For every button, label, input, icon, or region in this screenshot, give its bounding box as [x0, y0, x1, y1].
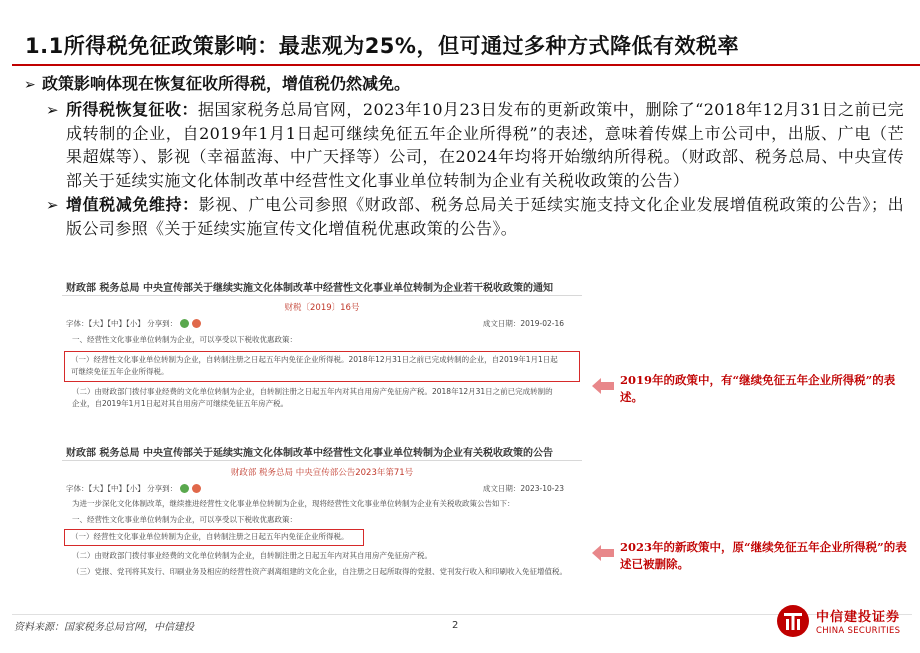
doc-item-1: （一）经营性文化事业单位转制为企业，自转制注册之日起五年内免征企业所得税。 [71, 532, 349, 541]
doc-intro: 为进一步深化文化体制改革，继续推进经营性文化事业单位转制为企业，现将经营性文化事业单位转制为企业有关税收政策公告如下： [72, 499, 515, 508]
annotation-2023: 2023年的新政策中，原“继续免征五年企业所得税”的表述已被删除。 [620, 540, 907, 571]
weibo-share-icon[interactable] [192, 484, 201, 493]
bullet-arrow-icon: ➢ [46, 101, 59, 119]
doc-number: 财政部 税务总局 中央宣传部公告2023年第71号 [230, 468, 414, 478]
doc-meta [58, 316, 586, 330]
highlight-box [64, 529, 364, 546]
doc-date: 成文日期：2019-02-16 [482, 318, 564, 328]
bullet-arrow-icon: ➢ [24, 77, 36, 93]
bullet-vat [46, 193, 904, 240]
doc-item-2-line-1: （二）由财政部门拨付事业经费的文化单位转制为企业，自转制注册之日起五年内对其自用房产免征房产税。2018年12月31日之前已完成转制的 [72, 386, 553, 396]
doc-item-2: （二）由财政部门拨付事业经费的文化单位转制为企业，自转制注册之日起五年内对其自用房产免征房产税。 [72, 550, 432, 560]
bullet-body: 据国家税务总局官网，2023年10月23日发布的更新政策中，删除了“2018年12月31日之前已完成转制的企业，自2019年1月1日起可继续免征五年企业所得税”的表述，意味着传媒上市公司中，出版、广电（芒果超媒等）、影视（幸福蓝海、中广天择等）公司，在2024年均将开始缴纳所得税。（财政部、税务总局、中央宣传部关于延续实施文化体制改革中经营性文化事业单位转制为企业有关税收政策的公告） [66, 100, 904, 190]
doc-title: 财政部 税务总局 中央宣传部关于延续实施文化体制改革中经营性文化事业单位转制为企业有关税收政策的公告 [66, 448, 553, 459]
doc-screenshot-2023 [58, 440, 586, 618]
citic-logo-icon [776, 604, 810, 638]
font-size-label: 字体：【大】【中】【小】 分享到： [66, 483, 178, 493]
bullet-heading: 增值税减免维持： [66, 195, 199, 214]
bullet-heading: 所得税恢复征收： [66, 100, 198, 119]
logo-en: CHINA SECURITIES [816, 626, 901, 636]
main-point [24, 72, 904, 97]
doc-intro: 一、经营性文化事业单位转制为企业，可以享受以下税收优惠政策： [72, 335, 297, 344]
font-size-label: 字体：【大】【中】【小】 分享到： [66, 318, 178, 328]
doc-title: 财政部 税务总局 中央宣传部关于继续实施文化体制改革中经营性文化事业单位转制为企业若干税收政策的通知 [66, 283, 553, 294]
highlight-box [64, 351, 580, 382]
doc-meta [58, 481, 586, 495]
doc-item-1-line-1: （一）经营性文化事业单位转制为企业，自转制注册之日起五年内免征企业所得税。2018年12月31日之前已完成转制的企业，自2019年1月1日起 [71, 354, 558, 364]
company-logo [776, 604, 900, 638]
doc-item-head: 一、经营性文化事业单位转制为企业，可以享受以下税收优惠政策： [72, 514, 297, 524]
main-point-text: 政策影响体现在恢复征收所得税，增值税仍然减免。 [42, 74, 411, 93]
weibo-share-icon[interactable] [192, 319, 201, 328]
left-arrow-icon [592, 378, 614, 394]
wechat-share-icon[interactable] [180, 319, 189, 328]
bullet-income-tax [46, 98, 904, 192]
logo-cn: 中信建投证券 [816, 610, 901, 625]
doc-number: 财税〔2019〕16号 [284, 303, 360, 313]
page-title: 1.1所得税免征政策影响：最悲观为25%，但可通过多种方式降低有效税率 [25, 34, 739, 58]
doc-screenshot-2019 [58, 275, 586, 437]
wechat-share-icon[interactable] [180, 484, 189, 493]
title-divider [12, 64, 920, 66]
bullet-arrow-icon: ➢ [46, 196, 59, 214]
annotation-2019: 2019年的政策中，有“继续免征五年企业所得税”的表述。 [620, 373, 896, 404]
page-number: 2 [452, 620, 459, 631]
doc-item-1-line-2: 可继续免征五年企业所得税。 [71, 367, 169, 376]
bullet-body: 影视、广电公司参照《财政部、税务总局关于延续实施支持文化企业发展增值税政策的公告》；出版公司参照《关于延续实施宣传文化增值税优惠政策的公告》。 [66, 195, 905, 238]
doc-item-2-line-2: 企业，自2019年1月1日起对其自用房产可继续免征五年房产税。 [72, 399, 289, 408]
doc-item-3: （三）党报、党刊将其发行、印刷业务及相应的经营性资产剥离组建的文化企业，自注册之日起所取得的党报、党刊发行收入和印刷收入免征增值税。 [72, 567, 567, 576]
doc-date: 成文日期：2023-10-23 [482, 483, 564, 493]
left-arrow-icon [592, 545, 614, 561]
source-note: 资料来源：国家税务总局官网，中信建投 [14, 622, 194, 633]
main-content [24, 72, 904, 240]
